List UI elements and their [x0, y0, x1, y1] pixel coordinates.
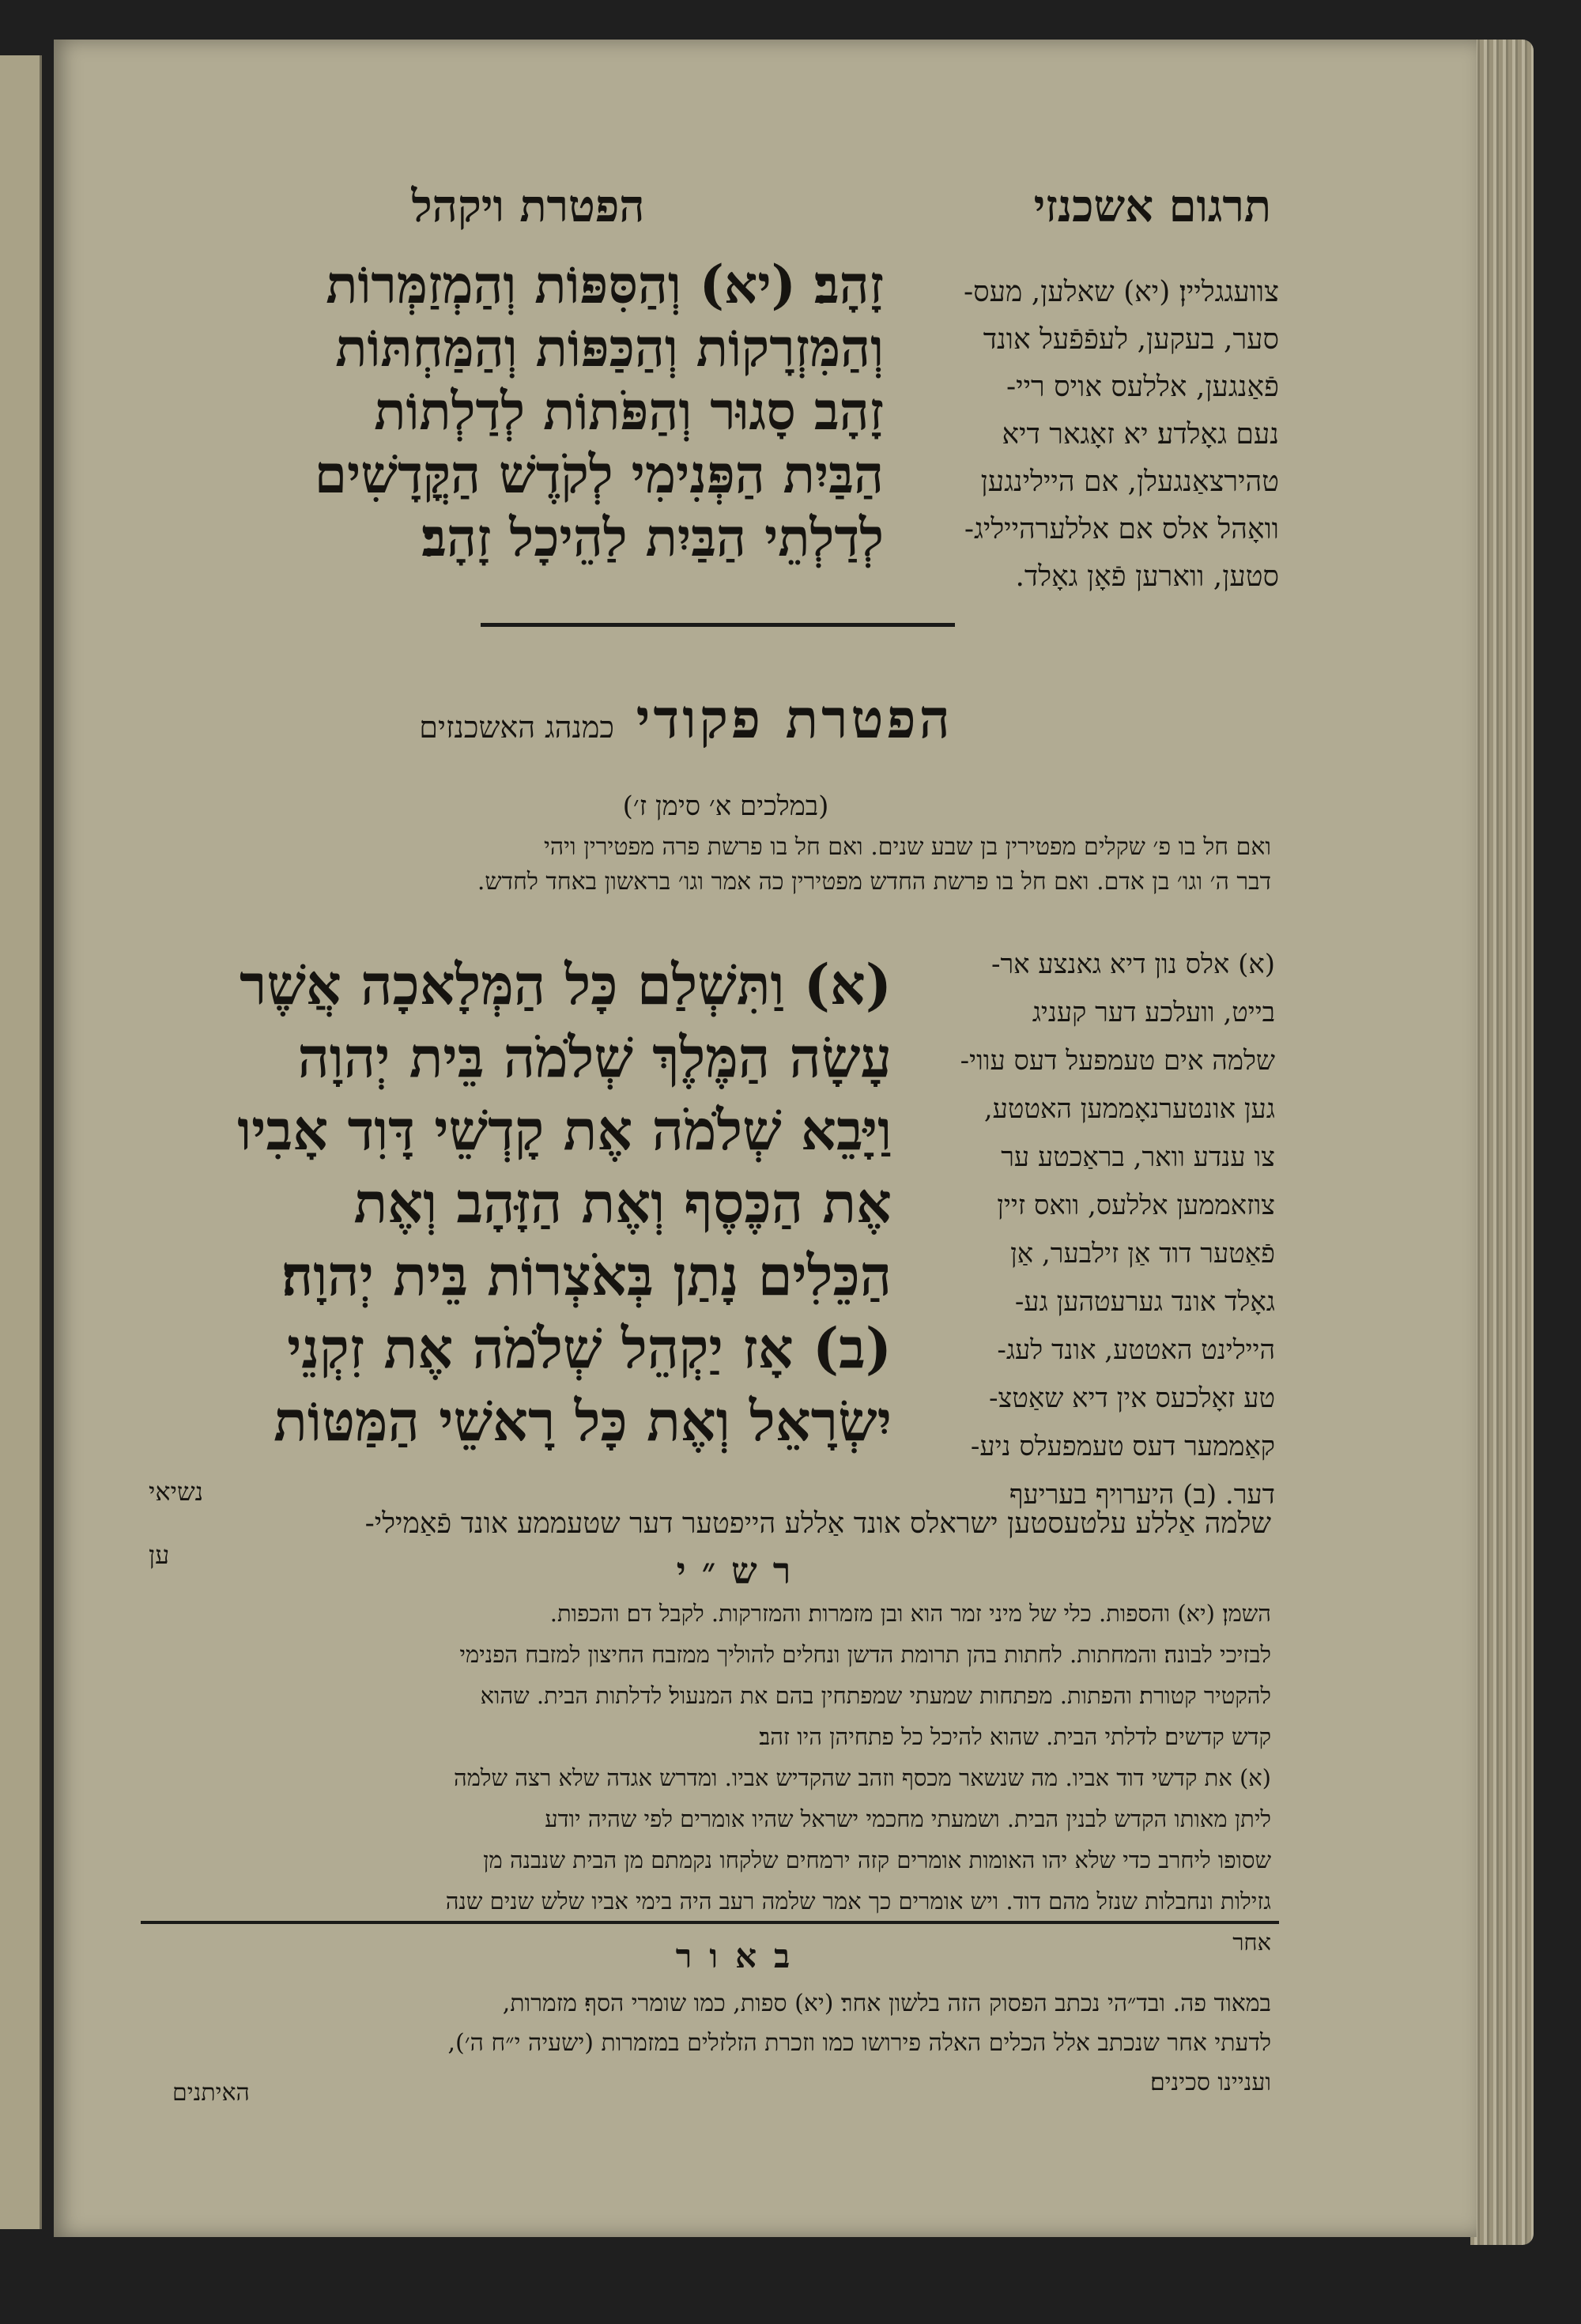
- verse-line: זָהָב׃ (יא) וְהַסִּפּוֹת וְהַמְזַמְּרוֹת: [326, 254, 884, 315]
- translation-line: טהירצאַנגעלן, אם היילינגען: [980, 466, 1279, 498]
- translation-line: דער. (ב) היערויף בעריעף: [1009, 1479, 1275, 1511]
- verse-line: לְדַלְתֵי הַבַּיִת לַהֵיכָל זָהָב׃: [421, 507, 884, 568]
- margin-word-top: נשיאי: [149, 1477, 204, 1507]
- verse-line: יִשְׂרָאֵל וְאֶת כָּל רָאשֵׁי הַמַּטּוֹת: [274, 1388, 892, 1454]
- commentary-line: לדעתי אחר שנכתב אלל הכלים האלה פירושו כמו וזכרת הזלזלים במזמרות (ישעיה י״ח ה׳),: [447, 2029, 1271, 2057]
- commentary-line: אחר: [1232, 1929, 1271, 1956]
- commentary-line: במאוד פה. ובד״הי נכתב הפסוק הזה בלשון אחר׃ (יא) ספות, כמו שומרי הסף׃ מזמרות,: [502, 1990, 1271, 2017]
- commentary-line: (א) את קדשי דוד אביו. מה שנשאר מכסף וזהב שהקדיש אביו. ומדרש אגדה שלא רצה שלמה: [454, 1764, 1271, 1791]
- commentary-line: להקטיר קטורת׃ והפתות. מפתחות שמעתי שמפתחין בהם את המנעול׃ לדלתות הבית. שהוא: [480, 1682, 1271, 1709]
- translation-column-main: [904, 941, 1275, 1519]
- page-stack-edge: [1470, 40, 1534, 2245]
- commentary-line: השמן׃ (יא) והספות. כלי של מיני זמר הוא ובן מזמרות׃ והמזרקות. לקבל דם׃ והכפות.: [549, 1600, 1271, 1627]
- haftara-title-sub: כמנהג האשכנזים: [419, 710, 614, 745]
- translation-line: גאָלד אונד גערעטהען גע-: [1014, 1286, 1275, 1318]
- running-header-right: תרגום אשכנזי: [1033, 180, 1271, 232]
- verse-line: עָשָׂה הַמֶּלֶךְ שְׁלֹמֹה בֵּית יְהוָה: [297, 1024, 892, 1090]
- biur-commentary: [141, 1984, 1271, 2103]
- translation-line: שלמה אים טעמפעל דעס עווי-: [960, 1045, 1275, 1077]
- haftara-title: [267, 688, 1105, 751]
- translation-line: צו ענדע וואר, בראַכטע ער: [1001, 1141, 1275, 1173]
- translation-line: צוועגגליין׃ (יא) שאלען, מעס-: [963, 276, 1279, 308]
- translation-line: טע זאָלכעס אין דיא שאַטצ-: [989, 1383, 1275, 1414]
- section-divider: [481, 623, 955, 627]
- verse-line: הַבַּיִת הַפְּנִימִי לְקֹדֶשׁ הַקֳּדָשִׁים: [314, 443, 884, 505]
- catchword: האיתנים: [172, 2079, 250, 2107]
- translation-line: צוזאממען אללעס, וואס זיין: [997, 1190, 1275, 1221]
- custom-note: [149, 830, 1271, 900]
- translation-line: סער, בעקען, לעפֿפֿעל אונד: [983, 323, 1279, 356]
- book-page: [54, 40, 1477, 2237]
- verse-line: וְהַמִּזְרָקוֹת וְהַכַּפּוֹת וְהַמַּחְתּוֹת: [335, 317, 884, 379]
- translation-line: סטען, ווארען פֿאָן גאָלד.: [1015, 560, 1279, 593]
- translation-line: נעם גאָלדע׃ יא זאָגאר דיא: [1002, 418, 1279, 451]
- rashi-heading: רש״י: [676, 1549, 807, 1592]
- verse-line: הַכֵּלִים נָתַן בְּאֹצְרוֹת בֵּית יְהוָה׃: [281, 1243, 892, 1308]
- wide-line-text: שלמה אַללע עלטעסטען ישראלס אונד אַללע הייפטער דער שטעממע אונד פֿאַמילי-: [364, 1507, 1271, 1540]
- commentary-line: שסופו ליחרב כדי שלא יהו האומות אומרים קזה ירמחים שלקחו נקמתם מן הבית שנבנה מן: [483, 1847, 1271, 1873]
- translation-line: בייט, וועלכע דער קעניג: [1032, 997, 1275, 1028]
- translation-line: פֿאַטער דוד אַן זילבער, אַן: [1010, 1238, 1275, 1270]
- verse-line: אֶת הַכֶּסֶף וְאֶת הַזָּהָב וְאֶת: [353, 1170, 892, 1236]
- commentary-line: לבזיכי לבונה׃ והמחתות. לחתות בהן תרומת הדשן ונחלים להוליך ממזבח החיצון למזבח הפנימי: [459, 1641, 1271, 1668]
- note-line: דבר ה׳ וגו׳ בן אדם. ואם חל בו פרשת החדש מפטירין כה אמר וגו׳ בראשון באחד לחדש.: [477, 868, 1271, 896]
- source-reference: (במלכים א׳ סימן ז׳): [622, 790, 829, 822]
- note-line: ואם חל בו פ׳ שקלים מפטירין בן שבע שנים. ואם חל בו פרשת פרה מפטירין ויהי: [544, 833, 1271, 861]
- commentary-divider: [141, 1921, 1279, 1924]
- hebrew-verse-block-top: [133, 253, 884, 569]
- translation-line: (א) אלס נון דיא גאנצע אר-: [990, 949, 1275, 980]
- commentary-line: ליתן מאותו הקדש לבנין הבית. ושמעתי מחכמי ישראל שהיו אומרים לפי שהיה יודע: [545, 1805, 1271, 1832]
- verse-line: וַיָּבֵא שְׁלֹמֹה אֶת קָדְשֵׁי דָּוִד אָבִיו: [237, 1097, 892, 1163]
- biur-heading: באור: [675, 1937, 808, 1975]
- verse-line: (ב) אָז יַקְהֵל שְׁלֹמֹה אֶת זִקְנֵי: [287, 1315, 892, 1381]
- translation-line: היילינט האטטע, אונד לעג-: [997, 1334, 1275, 1366]
- hebrew-verse-block-main: [141, 949, 892, 1458]
- translation-line: גען אונטערנאָממען האטטע,: [983, 1093, 1275, 1125]
- translation-column-top: [884, 269, 1279, 601]
- commentary-line: גזילות ונחבלות שנזל מהם דוד. ויש אומרים כך אמר שלמה רעב היה בימי אביו שלש שנים שנה: [445, 1888, 1271, 1915]
- running-header-left: הפטרת ויקהל: [411, 180, 645, 232]
- facing-page-edge: [0, 55, 42, 2229]
- translation-line: קאַממער דעס טעמפעלס ניע-: [970, 1431, 1275, 1462]
- commentary-line: ועניינו סכינים׃: [1149, 2069, 1271, 2096]
- verse-line: (א) וַתִּשְׁלַם כָּל הַמְּלָאכָה אֲשֶׁר: [239, 952, 892, 1017]
- verse-line: זָהָב סָגוּר וְהַפֹּתוֹת לְדַלְתוֹת: [374, 380, 884, 442]
- margin-word-bottom: ען: [149, 1540, 170, 1570]
- translation-line: וואָהל אלס אם אללערהייליג-: [964, 513, 1279, 545]
- translation-line: פֿאַנגען, אללעס אויס ריי-: [1006, 371, 1279, 403]
- haftara-title-main: הפטרת פקודי: [636, 688, 953, 751]
- rashi-commentary: [141, 1593, 1271, 1963]
- commentary-line: קדש קדשים׃ לדלתי הבית. שהוא להיכל כל פתחיהן היו זהב׃: [759, 1723, 1271, 1750]
